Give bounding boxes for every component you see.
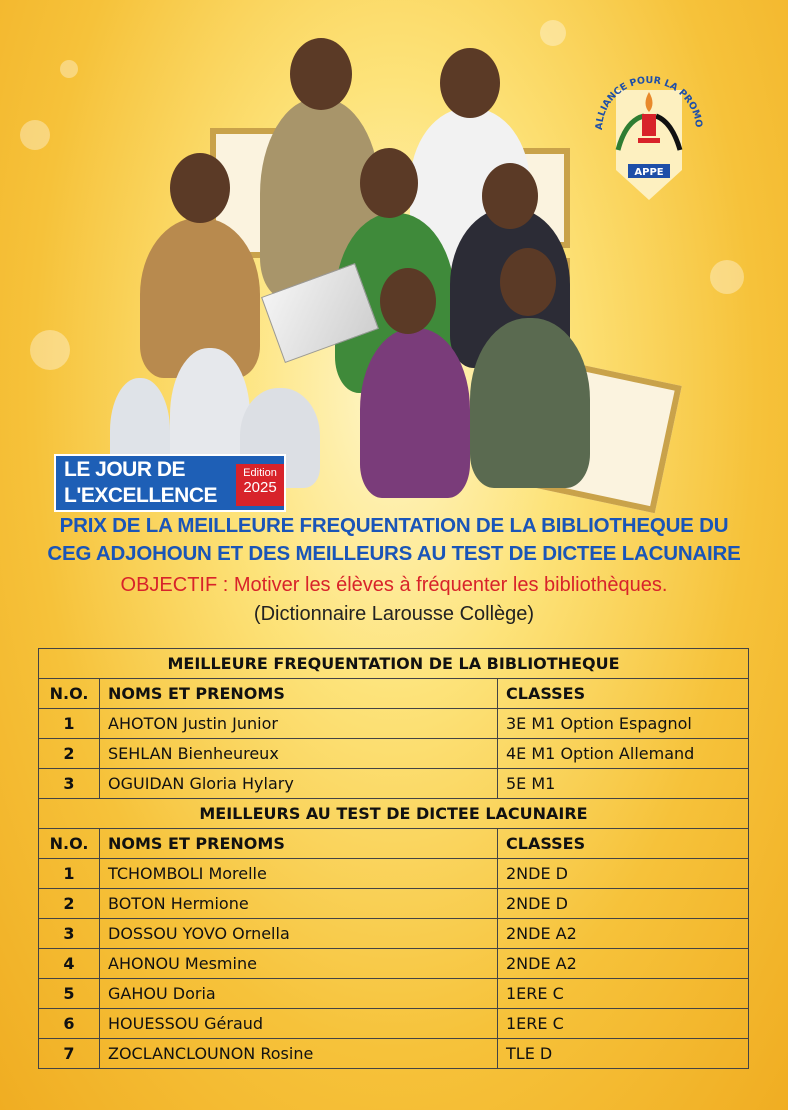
student-class: 1ERE C (498, 979, 749, 1009)
student-class: 2NDE D (498, 859, 749, 889)
person-head (360, 148, 418, 218)
row-number: 1 (39, 709, 100, 739)
student-class: 4E M1 Option Allemand (498, 739, 749, 769)
table-row (39, 949, 749, 979)
student-class: 5E M1 (498, 769, 749, 799)
row-number: 2 (39, 889, 100, 919)
section2-title: MEILLEURS AU TEST DE DICTEE LACUNAIRE (39, 799, 749, 829)
row-number: 7 (39, 1039, 100, 1069)
prize-subtitle: (Dictionnaire Larousse Collège) (253, 603, 535, 625)
edition-label: Edition (243, 467, 277, 479)
section1-title-row (39, 649, 749, 679)
student-name: HOUESSOU Géraud (100, 1009, 498, 1039)
award-photo-collage (110, 18, 630, 498)
objectif-text: OBJECTIF : Motiver les élèves à fréquenter les bibliothèques. (120, 574, 668, 596)
student-class: 3E M1 Option Espagnol (498, 709, 749, 739)
bokeh-light (60, 60, 78, 78)
table-row (39, 1009, 749, 1039)
badge-line2: L'EXCELLENCE (64, 484, 218, 507)
edition-box (236, 464, 284, 506)
section2-title-row (39, 799, 749, 829)
appe-logo (588, 50, 710, 210)
appe-logo-emblem (588, 50, 710, 210)
student-name: ZOCLANCLOUNON Rosine (100, 1039, 498, 1069)
student-name: DOSSOU YOVO Ornella (100, 919, 498, 949)
row-number: 5 (39, 979, 100, 1009)
person-head (380, 268, 436, 334)
person (470, 318, 590, 488)
bokeh-light (20, 120, 50, 150)
row-number: 4 (39, 949, 100, 979)
col-class-header: CLASSES (498, 829, 749, 859)
table-row (39, 739, 749, 769)
results-table (38, 648, 749, 1069)
bokeh-light (30, 330, 70, 370)
table-row (39, 769, 749, 799)
col-no-header: N.O. (39, 829, 100, 859)
student-class: TLE D (498, 1039, 749, 1069)
student-name: BOTON Hermione (100, 889, 498, 919)
student-class: 1ERE C (498, 1009, 749, 1039)
person-head (170, 153, 230, 223)
bokeh-light (710, 260, 744, 294)
person-head (482, 163, 538, 229)
badge-line1: LE JOUR DE (64, 458, 186, 481)
table-row (39, 919, 749, 949)
row-number: 3 (39, 769, 100, 799)
col-name-header: NOMS ET PRENOMS (100, 829, 498, 859)
title-line1: PRIX DE LA MEILLEURE FREQUENTATION DE LA BIBLIOTHEQUE DU (59, 514, 729, 537)
person (360, 328, 470, 498)
col-class-header: CLASSES (498, 679, 749, 709)
row-number: 1 (39, 859, 100, 889)
event-badge (54, 454, 286, 512)
student-name: GAHOU Doria (100, 979, 498, 1009)
row-number: 6 (39, 1009, 100, 1039)
person-head (440, 48, 500, 118)
student-class: 2NDE A2 (498, 949, 749, 979)
col-name-header: NOMS ET PRENOMS (100, 679, 498, 709)
table-row (39, 859, 749, 889)
col-no-header: N.O. (39, 679, 100, 709)
logo-ring-text: ALLIANCE POUR LA PROMO (593, 74, 705, 131)
student-class: 2NDE D (498, 889, 749, 919)
student-name: AHONOU Mesmine (100, 949, 498, 979)
logo-acronym: APPE (634, 167, 664, 178)
row-number: 2 (39, 739, 100, 769)
table-row (39, 979, 749, 1009)
table-row (39, 889, 749, 919)
table-row (39, 1039, 749, 1069)
student-name: AHOTON Justin Junior (100, 709, 498, 739)
person-head (290, 38, 352, 110)
column-header-row (39, 679, 749, 709)
person-head (500, 248, 556, 316)
row-number: 3 (39, 919, 100, 949)
section1-title: MEILLEURE FREQUENTATION DE LA BIBLIOTHEQUE (39, 649, 749, 679)
column-header-row (39, 829, 749, 859)
student-name: TCHOMBOLI Morelle (100, 859, 498, 889)
student-name: SEHLAN Bienheureux (100, 739, 498, 769)
title-line2: CEG ADJOHOUN ET DES MEILLEURS AU TEST DE DICTEE LACUNAIRE (47, 542, 741, 565)
student-name: OGUIDAN Gloria Hylary (100, 769, 498, 799)
student-class: 2NDE A2 (498, 919, 749, 949)
edition-year: 2025 (243, 479, 277, 496)
table-row (39, 709, 749, 739)
